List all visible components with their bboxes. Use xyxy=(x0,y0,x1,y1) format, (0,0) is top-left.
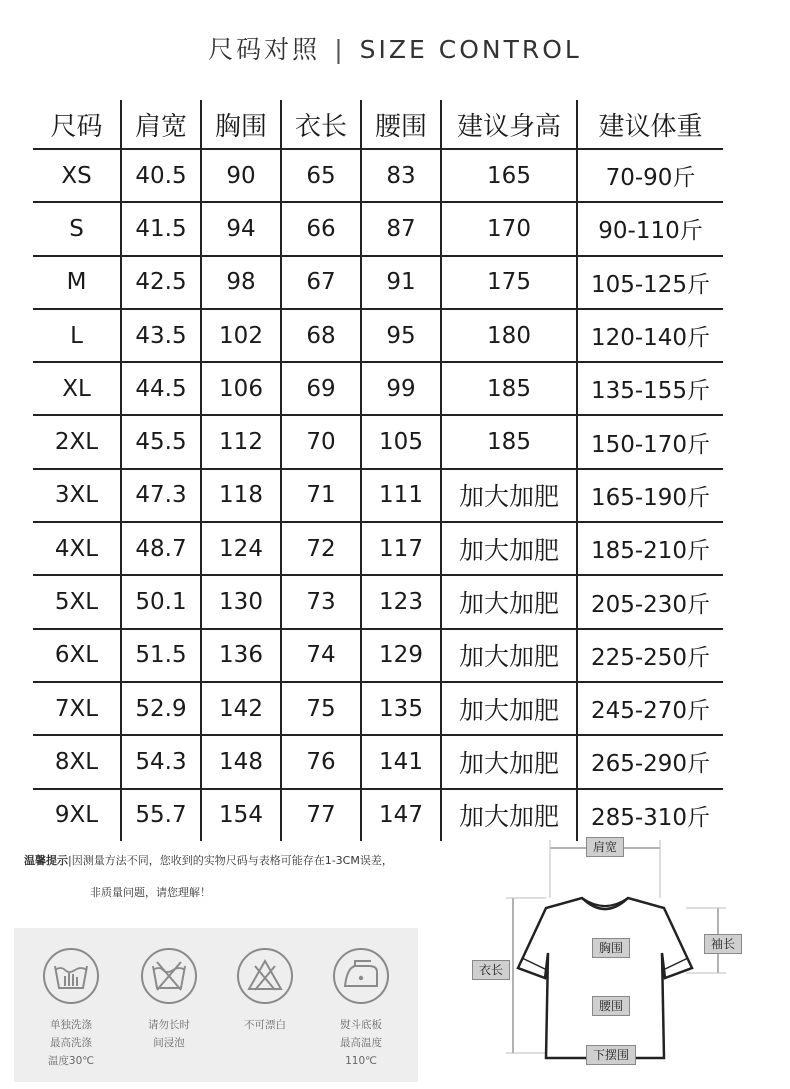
hand-wash-icon xyxy=(43,948,99,1004)
table-cell: 70-90斤 xyxy=(577,149,723,202)
table-cell: 47.3 xyxy=(121,469,201,522)
notice xyxy=(24,852,393,868)
label-shoulder: 肩宽 xyxy=(586,837,624,857)
table-cell: 185-210斤 xyxy=(577,522,723,575)
header-shoulder: 肩宽 xyxy=(121,100,201,149)
table-cell: 142 xyxy=(201,682,281,735)
table-cell: 65 xyxy=(281,149,361,202)
table-cell: 69 xyxy=(281,362,361,415)
table-cell: 73 xyxy=(281,575,361,628)
table-cell: 87 xyxy=(361,202,441,255)
table-cell: 175 xyxy=(441,256,577,309)
table-cell: 147 xyxy=(361,789,441,841)
table-cell: 加大加肥 xyxy=(441,629,577,682)
table-cell: 148 xyxy=(201,735,281,788)
care-caption-bleach: 不可漂白 xyxy=(244,1019,286,1031)
table-row xyxy=(33,202,723,255)
table-row xyxy=(33,149,723,202)
table-cell: 66 xyxy=(281,202,361,255)
table-cell: 91 xyxy=(361,256,441,309)
table-cell: 245-270斤 xyxy=(577,682,723,735)
table-cell: 74 xyxy=(281,629,361,682)
table-cell: 2XL xyxy=(33,415,121,468)
table-cell: 54.3 xyxy=(121,735,201,788)
table-cell: 98 xyxy=(201,256,281,309)
label-length: 衣长 xyxy=(472,960,510,980)
table-row xyxy=(33,522,723,575)
table-cell: 135-155斤 xyxy=(577,362,723,415)
table-cell: 165-190斤 xyxy=(577,469,723,522)
table-cell: 7XL xyxy=(33,682,121,735)
table-cell: 185 xyxy=(441,362,577,415)
table-cell: 55.7 xyxy=(121,789,201,841)
table-cell: 106 xyxy=(201,362,281,415)
table-cell: 9XL xyxy=(54,802,99,829)
table-cell: 90 xyxy=(201,149,281,202)
table-cell: 170 xyxy=(441,202,577,255)
title-english: SIZE CONTROL xyxy=(359,35,582,64)
table-cell: 加大加肥 xyxy=(441,575,577,628)
table-cell: 67 xyxy=(281,256,361,309)
table-row xyxy=(33,415,723,468)
table-cell: 5XL xyxy=(33,575,121,628)
table-cell: 205-230斤 xyxy=(577,575,723,628)
table-cell: S xyxy=(33,202,121,255)
table-cell: 70 xyxy=(281,415,361,468)
table-cell: 154 xyxy=(201,789,281,841)
label-hem: 下摆围 xyxy=(586,1045,636,1065)
table-cell: 44.5 xyxy=(121,362,201,415)
notice-text: |因测量方法不同，您收到的实物尺码与表格可能存在1-3CM误差， xyxy=(68,854,393,867)
table-cell: 124 xyxy=(201,522,281,575)
title-chinese: 尺码对照 xyxy=(208,35,321,64)
care-item-bleach xyxy=(220,948,310,1034)
header-size: 尺码 xyxy=(33,100,121,149)
table-cell: 123 xyxy=(361,575,441,628)
table-body xyxy=(33,149,723,841)
care-caption-iron: 熨斗底板 最高温度 110℃ xyxy=(340,1019,382,1067)
table-row xyxy=(33,469,723,522)
table-row xyxy=(33,309,723,362)
tshirt-measurement-diagram xyxy=(460,828,790,1085)
table-cell: 45.5 xyxy=(121,415,201,468)
table-row xyxy=(33,629,723,682)
table-cell: 68 xyxy=(281,309,361,362)
table-cell: 6XL xyxy=(33,629,121,682)
label-sleeve: 袖长 xyxy=(704,934,742,954)
table-cell: 加大加肥 xyxy=(441,789,577,841)
table-cell: 102 xyxy=(201,309,281,362)
table-cell: 111 xyxy=(361,469,441,522)
table-cell: 51.5 xyxy=(121,629,201,682)
table-cell: 42.5 xyxy=(121,256,201,309)
notice-label: 温馨提示 xyxy=(24,854,68,867)
table-cell: M xyxy=(33,256,121,309)
care-instructions-panel xyxy=(14,928,418,1082)
notice-text-2: 非质量问题，请您理解！ xyxy=(90,886,211,899)
table-row xyxy=(33,256,723,309)
table-cell: XS xyxy=(33,149,121,202)
page-title xyxy=(0,30,790,66)
table-cell: 135 xyxy=(361,682,441,735)
table-cell: 76 xyxy=(281,735,361,788)
table-cell: 加大加肥 xyxy=(441,735,577,788)
care-item-wash xyxy=(26,948,116,1070)
care-item-iron xyxy=(316,948,406,1070)
table-cell: 225-250斤 xyxy=(577,629,723,682)
table-cell: 285-310斤 xyxy=(577,789,723,841)
header-chest: 胸围 xyxy=(201,100,281,149)
table-cell: 118 xyxy=(201,469,281,522)
table-cell: 136 xyxy=(201,629,281,682)
table-cell: 105-125斤 xyxy=(577,256,723,309)
table-cell: 129 xyxy=(361,629,441,682)
table-cell: XL xyxy=(33,362,121,415)
table-cell: 180 xyxy=(441,309,577,362)
table-cell: 94 xyxy=(201,202,281,255)
table-cell: 130 xyxy=(201,575,281,628)
header-height: 建议身高 xyxy=(441,100,577,149)
table-cell: 117 xyxy=(361,522,441,575)
table-cell: 112 xyxy=(201,415,281,468)
table-header-row xyxy=(33,100,723,149)
care-item-soak xyxy=(124,948,214,1052)
table-cell: 265-290斤 xyxy=(577,735,723,788)
care-caption-soak: 请勿长时 间浸泡 xyxy=(148,1019,190,1049)
table-cell: 41.5 xyxy=(121,202,201,255)
table-cell: 75 xyxy=(281,682,361,735)
no-bleach-icon xyxy=(237,948,293,1004)
header-waist: 腰围 xyxy=(361,100,441,149)
header-weight: 建议体重 xyxy=(577,100,723,149)
table-cell: 3XL xyxy=(33,469,121,522)
table-cell: 99 xyxy=(361,362,441,415)
no-soak-icon xyxy=(141,948,197,1004)
table-cell: 105 xyxy=(361,415,441,468)
table-cell: 165 xyxy=(441,149,577,202)
header-length: 衣长 xyxy=(281,100,361,149)
table-row xyxy=(33,575,723,628)
table-cell: 77 xyxy=(281,789,361,841)
table-cell: L xyxy=(33,309,121,362)
table-cell: 加大加肥 xyxy=(441,469,577,522)
label-chest: 胸围 xyxy=(592,938,630,958)
table-cell: 72 xyxy=(281,522,361,575)
table-cell: 185 xyxy=(441,415,577,468)
table-cell: 90-110斤 xyxy=(577,202,723,255)
table-row xyxy=(33,362,723,415)
table-row xyxy=(33,735,723,788)
table-cell: 50.1 xyxy=(121,575,201,628)
care-caption-wash: 单独洗涤 最高洗涤 温度30℃ xyxy=(47,1019,95,1067)
table-cell: 加大加肥 xyxy=(441,522,577,575)
label-waist: 腰围 xyxy=(592,996,630,1016)
table-cell: 120-140斤 xyxy=(577,309,723,362)
table-cell: 40.5 xyxy=(121,149,201,202)
table-cell: 71 xyxy=(281,469,361,522)
table-row xyxy=(33,682,723,735)
title-separator: | xyxy=(334,35,346,64)
table-cell: 150-170斤 xyxy=(577,415,723,468)
iron-icon xyxy=(333,948,389,1004)
table-cell: 141 xyxy=(361,735,441,788)
table-cell: 95 xyxy=(361,309,441,362)
table-cell: 52.9 xyxy=(121,682,201,735)
table-cell: 43.5 xyxy=(121,309,201,362)
table-cell: 8XL xyxy=(33,735,121,788)
table-cell: 83 xyxy=(361,149,441,202)
table-cell: 4XL xyxy=(33,522,121,575)
table-cell: 48.7 xyxy=(121,522,201,575)
size-table xyxy=(33,100,723,841)
table-cell: 加大加肥 xyxy=(441,682,577,735)
